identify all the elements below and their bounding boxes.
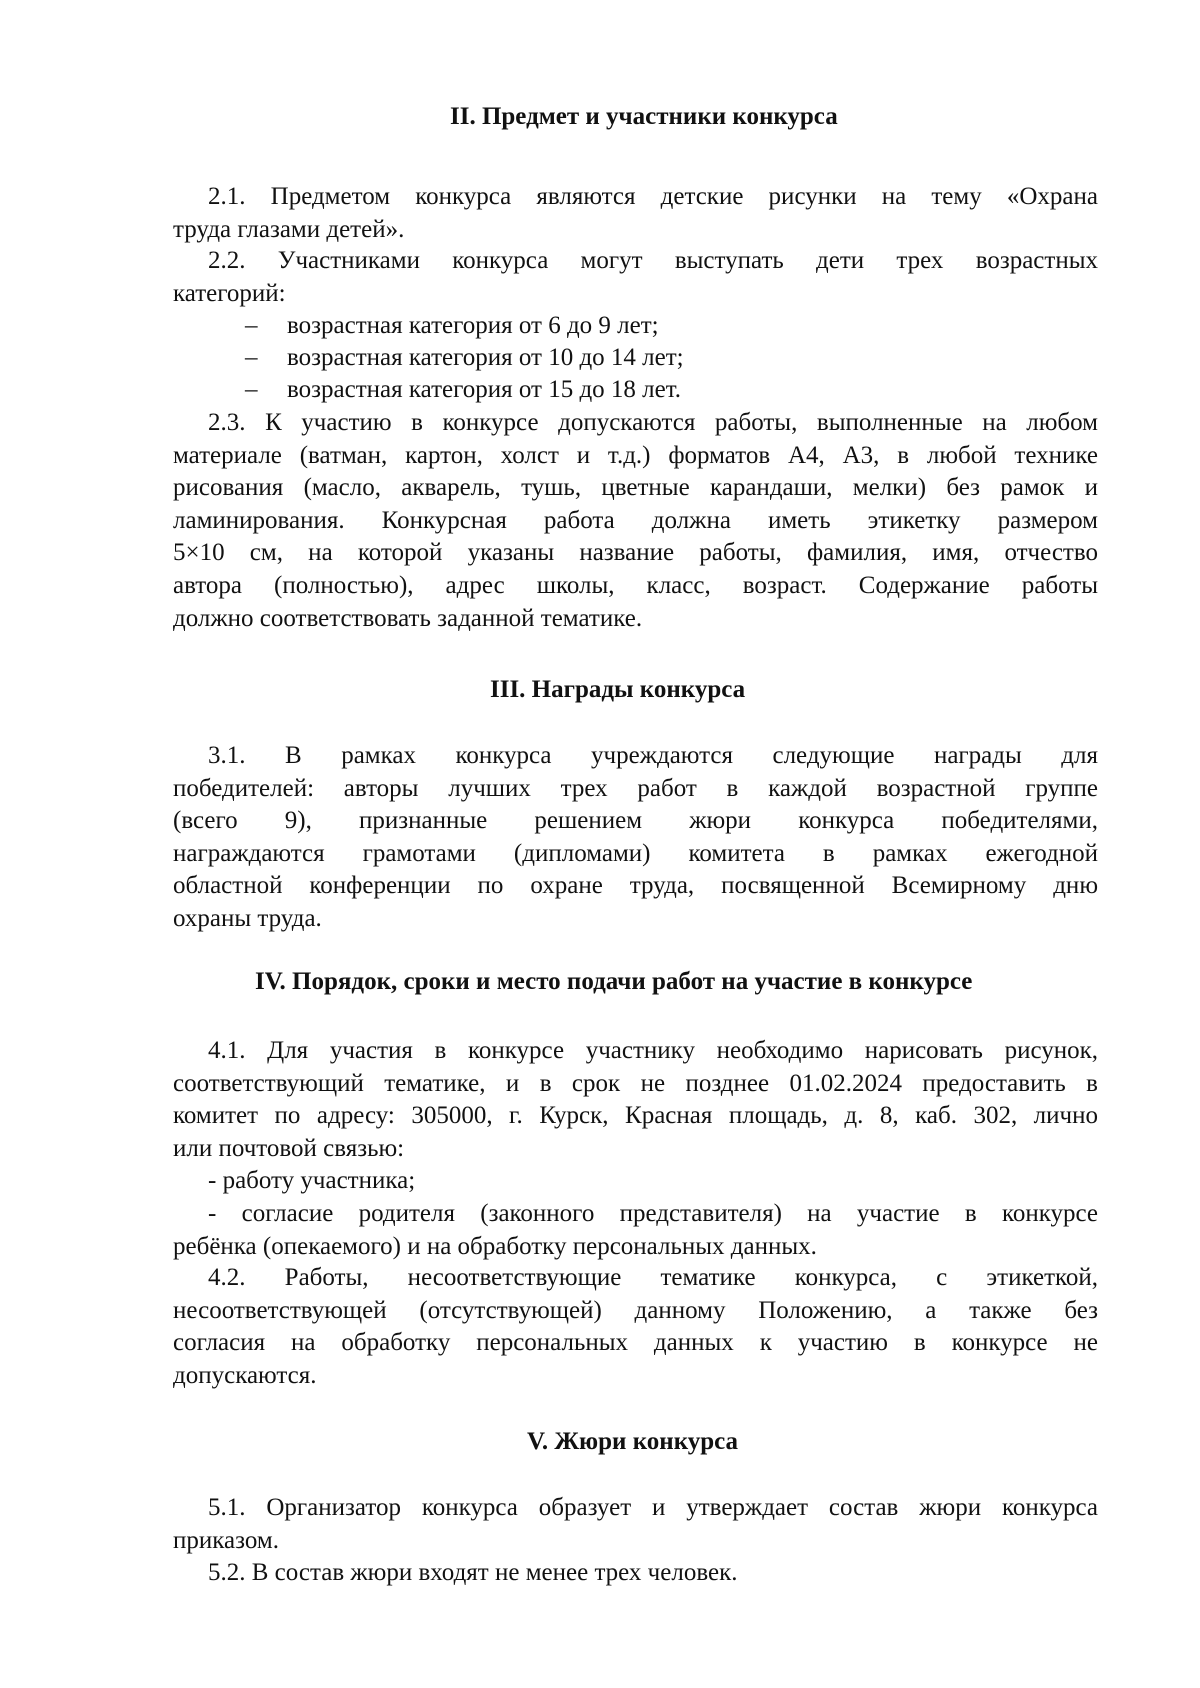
paragraph-line: соответствующий тематике, и в срок не позднее 01.02.2024 предоставить в bbox=[173, 1069, 1098, 1097]
paragraph-line: - согласие родителя (законного представителя) на участие в конкурсе bbox=[208, 1200, 1098, 1227]
paragraph-4-1-item-work bbox=[173, 1165, 1098, 1198]
bullet-dash: – bbox=[245, 312, 258, 339]
paragraph-line: несоответствующей (отсутствующей) данному Положению, а также без bbox=[173, 1296, 1098, 1324]
paragraph-line: 2.1. Предметом конкурса являются детские рисунки на тему «Охрана bbox=[208, 183, 1098, 210]
paragraph-line: или почтовой связью: bbox=[173, 1134, 405, 1162]
bullet-item-age-10-14 bbox=[245, 342, 684, 375]
paragraph-4-1-item-consent bbox=[173, 1198, 1098, 1263]
paragraph-line: 5×10 см, на которой указаны название работы, фамилия, имя, отчество bbox=[173, 539, 1098, 567]
paragraph-line: должно соответствовать заданной тематике. bbox=[173, 604, 643, 632]
paragraph-line: областной конференции по охране труда, посвященной Всемирному дню bbox=[173, 872, 1098, 900]
paragraph-line: - работу участника; bbox=[208, 1167, 416, 1194]
paragraph-4-1 bbox=[173, 1035, 1098, 1165]
paragraph-line: приказом. bbox=[173, 1526, 279, 1554]
paragraph-3-1 bbox=[173, 740, 1098, 936]
paragraph-line: (всего 9), признанные решением жюри конкурса победителями, bbox=[173, 807, 1098, 835]
paragraph-line: ламинирования. Конкурсная работа должна иметь этикетку размером bbox=[173, 506, 1098, 534]
paragraph-2-1 bbox=[173, 181, 1098, 246]
paragraph-line: материале (ватман, картон, холст и т.д.) форматов А4, А3, в любой технике bbox=[173, 441, 1098, 469]
paragraph-line: 2.2. Участниками конкурса могут выступать дети трех возрастных bbox=[208, 247, 1098, 274]
paragraph-line: категорий: bbox=[173, 279, 286, 307]
paragraph-2-3 bbox=[173, 407, 1098, 635]
paragraph-line: автора (полностью), адрес школы, класс, возраст. Содержание работы bbox=[173, 571, 1098, 599]
paragraph-line: согласия на обработку персональных данных к участию в конкурсе не bbox=[173, 1329, 1098, 1357]
bullet-text: возрастная категория от 15 до 18 лет. bbox=[287, 376, 682, 403]
bullet-dash: – bbox=[245, 376, 258, 403]
paragraph-2-2 bbox=[173, 245, 1098, 310]
paragraph-line: награждаются грамотами (дипломами) комитета в рамках ежегодной bbox=[173, 839, 1098, 867]
section-2-heading: II. Предмет и участники конкурса bbox=[450, 103, 838, 130]
paragraph-4-2 bbox=[173, 1262, 1098, 1392]
section-5-heading: V. Жюри конкурса bbox=[527, 1428, 739, 1455]
paragraph-line: охраны труда. bbox=[173, 904, 322, 932]
bullet-text: возрастная категория от 10 до 14 лет; bbox=[287, 344, 684, 371]
bullet-item-age-6-9 bbox=[245, 310, 659, 343]
paragraph-5-2 bbox=[173, 1557, 1098, 1590]
paragraph-5-1 bbox=[173, 1492, 1098, 1557]
paragraph-line: 2.3. К участию в конкурсе допускаются работы, выполненные на любом bbox=[208, 409, 1098, 436]
bullet-item-age-15-18 bbox=[245, 374, 681, 407]
paragraph-line: рисования (масло, акварель, тушь, цветные карандаши, мелки) без рамок и bbox=[173, 474, 1098, 502]
paragraph-line: 4.2. Работы, несоответствующие тематике конкурса, с этикеткой, bbox=[208, 1264, 1098, 1291]
paragraph-line: комитет по адресу: 305000, г. Курск, Красная площадь, д. 8, каб. 302, лично bbox=[173, 1102, 1098, 1130]
paragraph-line: победителей: авторы лучших трех работ в каждой возрастной группе bbox=[173, 774, 1098, 802]
paragraph-line: ребёнка (опекаемого) и на обработку персональных данных. bbox=[173, 1232, 817, 1260]
paragraph-line: труда глазами детей». bbox=[173, 215, 405, 243]
paragraph-line: 4.1. Для участия в конкурсе участнику необходимо нарисовать рисунок, bbox=[208, 1037, 1098, 1064]
paragraph-line: 3.1. В рамках конкурса учреждаются следующие награды для bbox=[208, 742, 1098, 769]
section-3-heading: III. Награды конкурса bbox=[490, 676, 746, 703]
paragraph-line: 5.1. Организатор конкурса образует и утверждает состав жюри конкурса bbox=[208, 1494, 1098, 1521]
paragraph-line: допускаются. bbox=[173, 1361, 317, 1389]
bullet-text: возрастная категория от 6 до 9 лет; bbox=[287, 312, 659, 339]
section-4-heading: IV. Порядок, сроки и место подачи работ на участие в конкурсе bbox=[255, 968, 973, 995]
paragraph-line: 5.2. В состав жюри входят не менее трех человек. bbox=[208, 1559, 738, 1586]
bullet-dash: – bbox=[245, 344, 258, 371]
